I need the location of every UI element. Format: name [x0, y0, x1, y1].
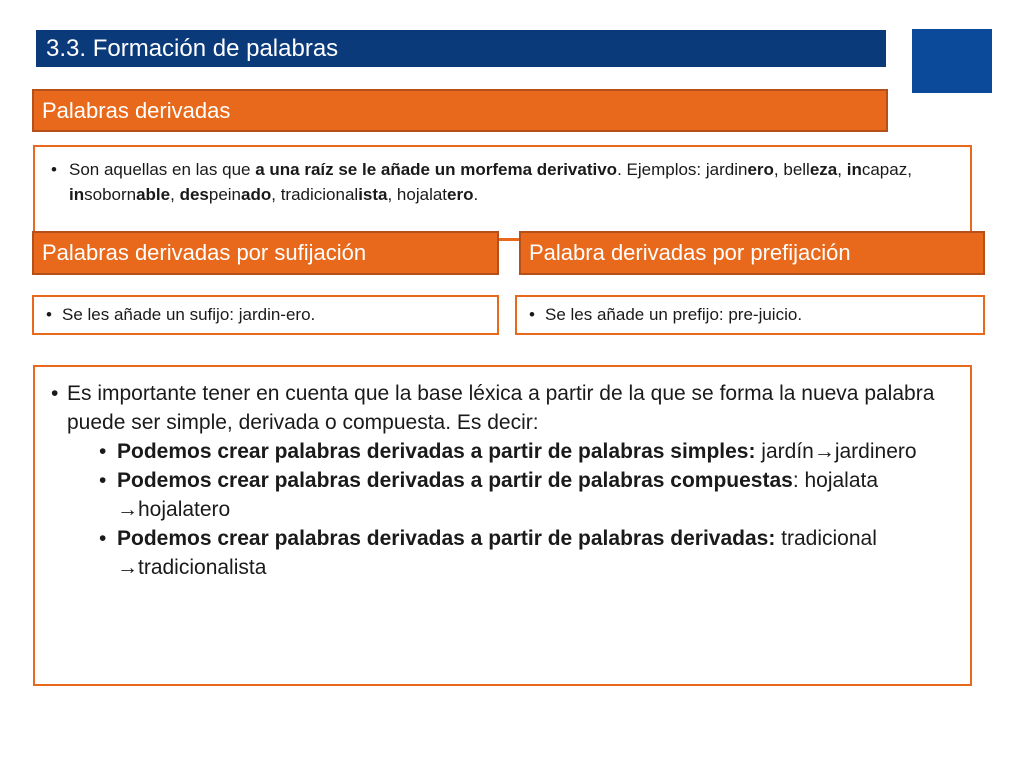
notes-intro: • Es importante tener en cuenta que la base léxica a partir de la que se forma la nueva palabra puede ser simple, derivada o compuesta. Es decir:: [45, 379, 950, 437]
page-title: 3.3. Formación de palabras: [36, 30, 886, 67]
notes-item-bold: Podemos crear palabras derivadas a partir de palabras simples:: [117, 440, 756, 463]
definition-segment: a una raíz se le añade un morfema derivativo: [255, 160, 618, 179]
definition-segment: .: [473, 185, 479, 204]
suffix-box: [32, 295, 499, 335]
definition-segment: pein: [208, 185, 242, 204]
section-heading: Palabras derivadas: [32, 89, 888, 132]
notes-item: [45, 524, 950, 582]
definition-segment: capaz,: [861, 160, 912, 179]
definition-segment: . Ejemplos: jardin: [617, 160, 748, 179]
notes-item-bold: Podemos crear palabras derivadas a partir de palabras compuestas: [117, 469, 793, 492]
notes-item: [45, 437, 950, 466]
notes-item-rest: jardín→jardinero: [755, 440, 917, 463]
definition-segment: ,: [837, 160, 847, 179]
definition-segment: Son aquellas en las que: [69, 160, 256, 179]
notes-item: [45, 466, 950, 524]
definition-bullet: [41, 157, 956, 207]
definition-segment: ero: [447, 185, 474, 204]
definition-segment: in: [69, 185, 85, 204]
definition-segment: able: [136, 185, 171, 204]
notes-item-rest: tradicional →tradicionalista: [117, 527, 877, 579]
notes-item-bold: Podemos crear palabras derivadas a partir de palabras derivadas:: [117, 527, 776, 550]
prefix-text: • Se les añade un prefijo: pre-juicio.: [523, 297, 983, 333]
definition-segment: , bell: [773, 160, 810, 179]
decorative-blue-square: [912, 29, 992, 93]
definition-segment: ,: [170, 185, 180, 204]
definition-segment: ista: [358, 185, 388, 204]
definition-segment: ado: [241, 185, 272, 204]
prefix-box: [515, 295, 985, 335]
definition-segment: des: [179, 185, 209, 204]
notes-box: [33, 365, 972, 686]
definition-box: [33, 145, 972, 241]
suffix-heading: Palabras derivadas por sufijación: [32, 231, 499, 275]
prefix-heading: Palabra derivadas por prefijación: [519, 231, 985, 275]
definition-segment: , hojalat: [387, 185, 448, 204]
suffix-text: • Se les añade un sufijo: jardin-ero.: [40, 297, 497, 333]
definition-segment: soborn: [84, 185, 137, 204]
definition-segment: eza: [809, 160, 838, 179]
definition-segment: in: [846, 160, 862, 179]
definition-segment: ero: [747, 160, 774, 179]
definition-segment: , tradicional: [271, 185, 359, 204]
notes-item-rest: : hojalata →hojalatero: [117, 469, 879, 521]
